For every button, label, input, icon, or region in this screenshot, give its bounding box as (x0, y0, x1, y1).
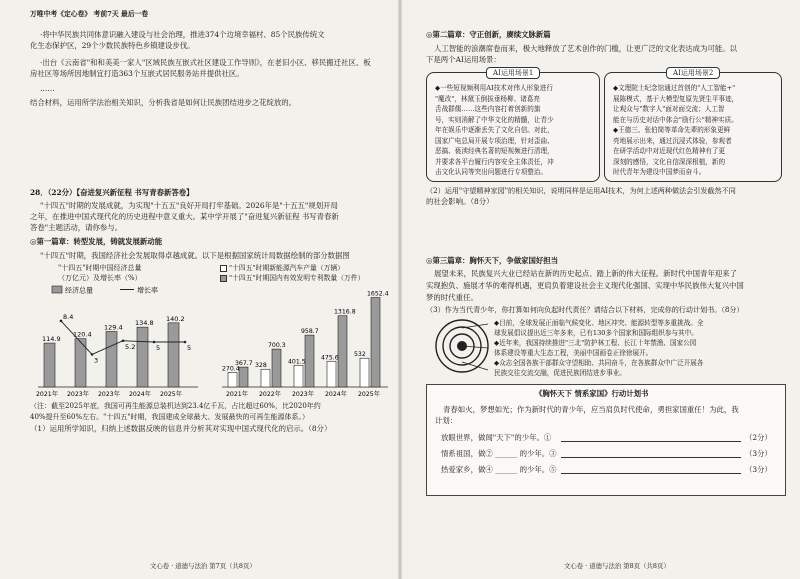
patent-value-label: 475.6 (321, 354, 339, 362)
q2-prompt: 的社会影响。（8分） (426, 197, 494, 206)
growth-point (153, 341, 156, 344)
nev-bar (272, 349, 281, 387)
x-tick-label: 2022年 (259, 391, 281, 398)
growth-value-label: 5 (156, 344, 161, 352)
plan-intro: 计划： (435, 416, 458, 425)
q28-title: 28．（22分）【奋进复兴新征程 书写青春新答卷】 (30, 188, 194, 197)
gdp-value-label: 120.4 (73, 330, 92, 339)
page-footer: 文心卷 · 道德与法治 第8页（共8页） (564, 562, 670, 570)
q28-intro: 之年，在推进中国式现代化的历史进程中意义重大。某中学开展了"奋进复兴新征程 书写青春新 (30, 212, 339, 221)
note-line: 40%提升至60%左右。"十四五"时期，我国建成全球最大、发展最快的可再生能源体系。） (30, 413, 310, 421)
growth-value-label: 5 (187, 344, 192, 352)
x-tick-label: 2023年 (98, 391, 120, 398)
section3-line: 展望未来，民族复兴大业已经站在新的历史起点、踏上新的伟大征程。新时代中国青年迎来了 (434, 269, 738, 278)
legend-line-label: 增长率 (137, 286, 158, 295)
plan-answer-line-1[interactable] (561, 441, 741, 442)
plan-intro: 青春如火，梦想如光；作为新时代的青少年，应当肩负时代使命，勇担家国重任！为此，我 (443, 405, 739, 414)
growth-value-label: 3 (94, 356, 99, 365)
gdp-value-label: 140.2 (166, 314, 185, 323)
intro-line: …… (40, 84, 55, 93)
plan-row-score: （2分） (745, 433, 772, 442)
growth-point (184, 341, 187, 344)
growth-value-label: 8.4 (63, 312, 74, 321)
scene1-text: ◆一些短视频利用AI技术对伟人形象进行 "魔改"，林黛玉倒拔垂杨柳、诸葛亮 舌战群儒……这些内容打着创新的旗 号，实则消解了中华文化的精髓，让青少 年在娱乐中逐渐丢失了文化自信。对此， 国家广电总局开展专项治理，针对歪曲、 恶搞、亵渎经典名著的短视频进行清理， 并要求各平台履行内容安全主体责任，冲 击文化认同等突出问题进行专项整治。 (435, 84, 554, 176)
q28-intro: "十四五"时期的发展成就，为实现"十五五"良好开局打牢基础。2026年是"十五五"规划开局 (40, 201, 338, 210)
nev-value-label: 367.7 (235, 360, 253, 368)
circles-material: ◆目前，全球发展正面临气候变化、地区冲突、能源转型等多重挑战。全 球发展倡议提出近三年多来，已有130多个国家和国际组织参与其中。 ◆近年来，我国持续推进"三北"防护林工程、长江十年禁渔、国家公园 体系建设等重大生态工程，美丽中国画卷正徐徐展开。 ◆众志全国各族干部群众守望相助、共同奋斗，在各族群众中广泛开展各 民族交往交流交融，促进民族团结进步事业。 (494, 319, 704, 377)
plan-answer-line-3[interactable] (561, 473, 741, 474)
right-page (400, 0, 800, 579)
note-line: （注：截至2025年底，我国可再生能源总装机达到23.4亿千瓦，占比超过60%，比2020年约 (30, 402, 321, 410)
section3-line: 实现抱负、施展才华的难得机遇，更肩负着建设社会主义现代化强国、实现中华民族伟大复兴中国 (426, 281, 744, 290)
gdp-value-label: 129.4 (104, 323, 123, 332)
chart1-unit: （万亿元）及增长率（%） (58, 274, 142, 282)
plan-title: 《胸怀天下 情系家国》行动计划书 (535, 389, 649, 398)
intro-line: ·出台《云南省"和和美美一家人"区域民族互嵌式社区建设工作导则》，在老旧小区、移民搬迁社区、板 (40, 58, 371, 67)
gdp-bar (106, 331, 117, 387)
section3-line: 梦的时代重任。 (426, 293, 478, 302)
chart2-legend2: "十四五"时期国内有效发明专利数量（万件） (220, 274, 364, 283)
patent-bar (360, 358, 369, 387)
intro-line: 化生态保护区，29个少数民族特色乡镇建设步伐。 (30, 41, 195, 50)
q3-prompt: （3）作为当代青少年，你打算如何向负起时代责任？请结合以下材料，完成你的行动计划书。（8分） (426, 305, 744, 314)
nev-value-label: 1652.4 (367, 290, 389, 298)
growth-value-label: 5.2 (125, 342, 136, 351)
x-tick-label: 2025年 (160, 391, 182, 398)
section2-line: 人工智能的浪潮席卷而来，极大地释放了艺术创作的门槛，让更广泛的文化表达成为可能。以 (434, 44, 738, 53)
x-tick-label: 2025年 (358, 391, 380, 398)
ai-scene1-box (426, 72, 600, 182)
gdp-chart (30, 283, 200, 398)
section1-line: "十四五"时期，我国经济社会发展取得卓越成就。以下是根据国家统计局数据绘制的部分数据图 (40, 251, 350, 260)
growth-point (91, 353, 94, 356)
q28-intro: 答卷"主题活动，请你参与。 (30, 223, 123, 232)
connector-lines (460, 318, 490, 378)
nev-bar (305, 335, 314, 387)
q2-prompt: （2）运用"守望精神家园"的相关知识，说明同样是运用AI技术，为何上述两种做法会引发截然不同 (426, 186, 736, 195)
patent-bar (327, 361, 336, 387)
intro-line: 房社区等场所因地制宜打造363个互嵌式居民服务站并提供社区。 (30, 69, 244, 78)
patent-value-label: 270.4 (222, 365, 240, 373)
plan-row-score: （3分） (745, 465, 772, 474)
patent-bar (228, 372, 237, 387)
question-prompt: 结合材料，运用所学法治相关知识，分析我省是如何让民族团结进步之花绽放的。 (30, 98, 297, 107)
plan-answer-line-2[interactable] (561, 457, 741, 458)
plan-row-label: 情系祖国，做② ______ 的少年。③ (441, 449, 557, 458)
x-tick-label: 2023年 (67, 391, 89, 398)
gdp-bar (168, 323, 179, 387)
nev-value-label: 958.7 (301, 328, 319, 336)
legend-bar-label: 经济总量 (65, 286, 93, 295)
gdp-value-label: 114.9 (42, 335, 61, 344)
scene2-text: ◆文理院士纪念馆通过首创的"人工智能+" 展陈模式，基于大模型复原先贤生平事迹， 让观众与"数字人"面对面交流；人工智 能在与历史对话中体会"励行公"精神实质。 ◆王德三、张伯简等革命先辈的形象更鲜 亮地展示出来，通过沉浸式体验，参观者 在研学活动中对近现代红色精神有了更 深刻的感悟，文化自信深深根植，新的 时代青年为建设中国梦而奋斗。 (613, 84, 739, 176)
legend-square-icon (220, 265, 227, 272)
x-tick-label: 2024年 (325, 391, 347, 398)
action-plan-box (426, 384, 786, 496)
q1-prompt: （1）运用所学知识，归纳上述数据反映的信息并分析其对实现中国式现代化的启示。（8分） (30, 424, 332, 433)
growth-point (122, 339, 125, 342)
nev-patent-chart (218, 283, 390, 398)
section2-title: ◎第二篇章：守正创新，赓续文脉新篇 (426, 30, 551, 39)
intro-line: ·将中华民族共同体意识融入建设与社会治理，推进374个边境幸福村、85个民族传统文 (40, 30, 325, 39)
patent-value-label: 328 (255, 362, 267, 370)
plan-row-label: 放眼世界，做闻"天下"的少年。① (441, 433, 552, 442)
nev-value-label: 700.3 (268, 342, 286, 350)
x-tick-label: 2023年 (292, 391, 314, 398)
page-footer: 文心卷 · 道德与法治 第7页（共8页） (150, 562, 256, 570)
section2-line: 下是两个AI运用场景： (426, 55, 501, 64)
scene1-title: AI运用场景1 (486, 67, 540, 79)
gdp-bar (44, 343, 55, 387)
nev-bar (338, 316, 347, 387)
patent-value-label: 532 (354, 351, 366, 359)
x-tick-label: 2021年 (226, 391, 248, 398)
legend-bar-swatch (52, 286, 62, 293)
gdp-bar (137, 327, 148, 387)
nev-bar (371, 298, 380, 387)
patent-bar (261, 369, 270, 387)
section1-title: ◎第一篇章：转型发展，铸就发展新动能 (30, 237, 163, 246)
gdp-value-label: 134.8 (135, 319, 154, 328)
chart2-legend1: "十四五"时期新能源汽车产量（万辆） (220, 264, 344, 273)
page-header: 万唯中考《定心卷》 考前7天 最后一卷 (30, 10, 149, 18)
nev-value-label: 1316.8 (334, 308, 356, 316)
nev-bar (239, 367, 248, 387)
scene2-title: AI运用场景2 (666, 67, 720, 79)
legend-square-icon (220, 275, 227, 282)
x-tick-label: 2024年 (129, 391, 151, 398)
patent-bar (294, 365, 303, 387)
chart1-title: "十四五"时期中国经济总量 (58, 264, 142, 272)
plan-row-score: （3分） (745, 449, 772, 458)
patent-value-label: 401.5 (288, 358, 306, 366)
x-tick-label: 2021年 (36, 391, 58, 398)
section3-title: ◎第三篇章：胸怀天下，争做家国好担当 (426, 256, 559, 265)
plan-row-label: 热爱家乡，做④ ______ 的少年。⑤ (441, 465, 557, 474)
ai-scene2-box (604, 72, 782, 182)
growth-point (60, 320, 63, 323)
